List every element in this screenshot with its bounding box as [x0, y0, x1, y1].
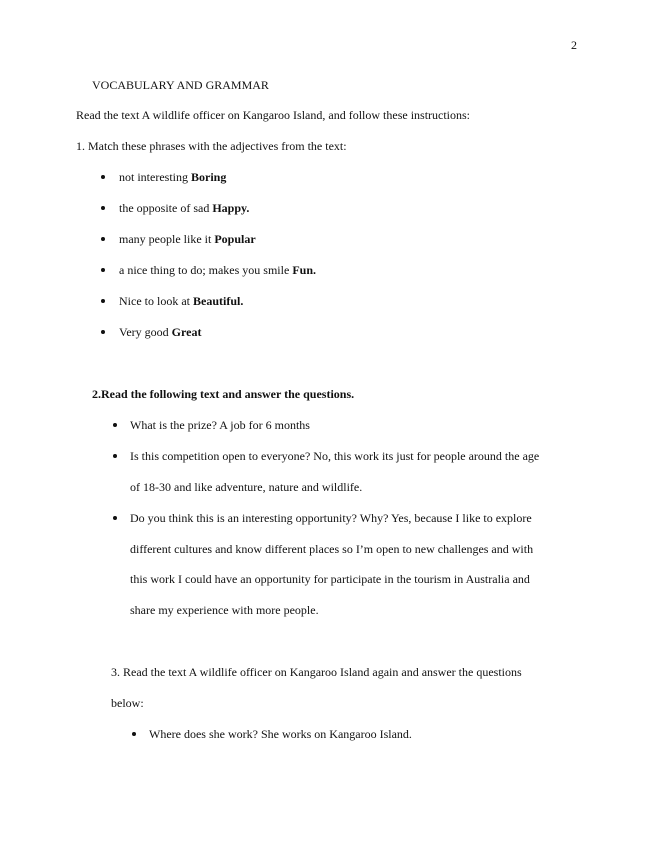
question-text: Is this competition open to everyone? No, this work its just for people around the age: [130, 449, 540, 463]
question-text-continued: this work I could have an opportunity for participate in the tourism in Australia and: [130, 572, 530, 586]
item-answer: Boring: [191, 170, 227, 184]
item-phrase: the opposite of sad: [119, 201, 210, 215]
item-phrase: not interesting: [119, 170, 188, 184]
item-phrase: many people like it: [119, 232, 212, 246]
bullet-icon: [113, 454, 117, 458]
section3-instruction: 3. Read the text A wildlife officer on Kangaroo Island again and answer the questions: [111, 665, 522, 679]
question-text: Do you think this is an interesting opportunity? Why? Yes, because I like to explore: [130, 511, 532, 525]
section2-title: 2.Read the following text and answer the questions.: [92, 387, 355, 401]
question-text-continued: different cultures and know different places so I’m open to new challenges and with: [130, 542, 534, 556]
bullet-icon: [101, 299, 105, 303]
item-phrase: Very good: [119, 325, 169, 339]
bullet-icon: [113, 516, 117, 520]
section1-instruction: 1. Match these phrases with the adjectives from the text:: [76, 139, 347, 153]
question-text-continued: of 18-30 and like adventure, nature and wildlife.: [130, 480, 363, 494]
bullet-icon: [101, 237, 105, 241]
item-answer: Popular: [214, 232, 256, 246]
item-answer: Fun.: [292, 263, 316, 277]
item-phrase: Nice to look at: [119, 294, 190, 308]
bullet-icon: [113, 423, 117, 427]
question-text: What is the prize? A job for 6 months: [130, 418, 310, 432]
bullet-icon: [101, 206, 105, 210]
bullet-icon: [101, 268, 105, 272]
section-heading: VOCABULARY AND GRAMMAR: [92, 78, 269, 92]
question-text-continued: share my experience with more people.: [130, 603, 319, 617]
bullet-icon: [101, 175, 105, 179]
section3-instruction-continued: below:: [111, 696, 144, 710]
page-number: 2: [571, 38, 577, 52]
item-phrase: a nice thing to do; makes you smile: [119, 263, 290, 277]
item-answer: Beautiful.: [192, 294, 244, 308]
bullet-icon: [132, 732, 136, 736]
intro-text: Read the text A wildlife officer on Kangaroo Island, and follow these instructions:: [76, 108, 471, 122]
question-text: Where does she work? She works on Kangaroo Island.: [149, 727, 412, 741]
bullet-icon: [101, 330, 105, 334]
item-answer: Great: [171, 325, 202, 339]
item-answer: Happy.: [212, 201, 250, 215]
